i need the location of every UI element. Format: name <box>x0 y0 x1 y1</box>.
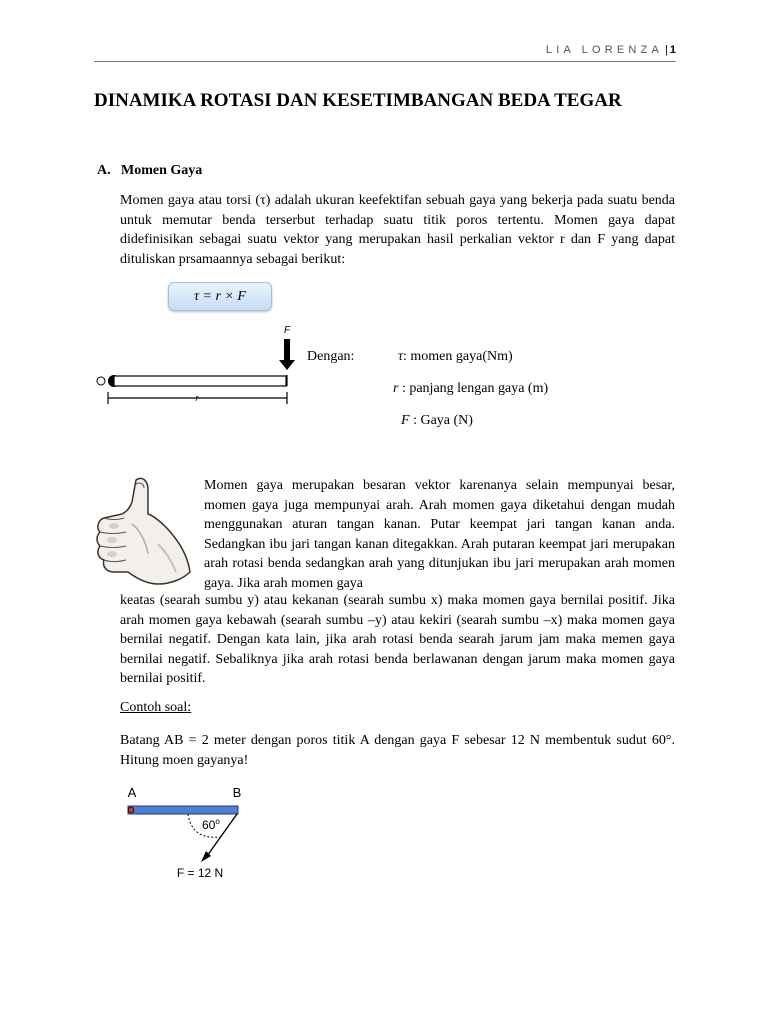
example-heading-text: Contoh soal <box>120 700 188 715</box>
example-bar-diagram <box>120 782 260 882</box>
rod <box>114 376 286 386</box>
definitions-intro: Dengan: <box>307 349 355 364</box>
definition-r <box>393 381 548 397</box>
example-heading-colon: : <box>187 700 192 715</box>
definition-f <box>401 413 473 429</box>
bar-ab <box>128 806 238 814</box>
paragraph-intro: Momen gaya atau torsi (τ) adalah ukuran keefektifan sebuah gaya yang bekerja pada suatu benda untuk memutar benda terserbut terhadap suatu titik poros tertentu. Momen gaya dapat didefinisikan sebagai suatu vektor yang merupakan hasil perkalian vektor r dan F yang dapat dituliskan prsamaannya sebagai berikut: <box>120 193 675 267</box>
degree-sign: o <box>215 817 220 826</box>
example-heading <box>120 700 191 716</box>
paragraph-right-hand-rule: Momen gaya merupakan besaran vektor karenanya selain mempunyai besar, momen gaya juga mempunyai arah. Arah momen gaya diketahui dengan mudah menggunakan aturan tangan kanan. Putar keempat jari tangan kanan anda. Sedangkan ibu jari tangan kanan ditegakkan. Arah putaran keempat jari merupakan arah rotasi benda sedangkan arah yang ditunjukan ibu jari merupakan arah momen gaya. Jika arah momen gaya <box>204 478 675 591</box>
example-problem: Batang AB = 2 meter dengan poros titik A dengan gaya F sebesar 12 N membentuk sudut 60°. Hitung moen gayanya! <box>120 733 675 768</box>
pivot-a <box>128 807 134 813</box>
header-separator: | <box>665 44 668 56</box>
angle-label <box>202 817 220 832</box>
force-arrow-head <box>279 360 295 370</box>
header-rule <box>94 61 676 62</box>
angle-value: 60 <box>202 818 216 832</box>
definition-r-text: : panjang lengan gaya (m) <box>398 381 549 396</box>
symbol-r: r <box>393 381 399 396</box>
point-b-label: B <box>232 785 242 800</box>
torque-rod-diagram <box>92 320 297 410</box>
formula-box: τ = r × F <box>168 282 272 311</box>
arm-label: r <box>195 393 199 403</box>
author-name: LIA LORENZA <box>545 44 664 56</box>
force-arrow-shaft <box>284 339 290 361</box>
paragraph-sign-convention: keatas (searah sumbu y) atau kekanan (searah sumbu x) maka momen gaya bernilai positif. Jika arah momen gaya kebawah (searah sumbu –y) atau kekiri (searah sumbu –x) maka momen gaya bernilai negatif. Dengan kata lain, jika arah rotasi benda searah jarum jam maka memen gaya bernilai negatif. Sebaliknya jika arah rotasi benda berlawanan dengan jarum maka momen gaya bernilai positif. <box>120 593 675 687</box>
section-title: Momen Gaya <box>121 163 203 178</box>
definition-f-text: : Gaya (N) <box>409 413 473 428</box>
pivot-point <box>97 377 105 385</box>
definition-tau <box>398 349 513 365</box>
symbol-tau: τ <box>398 349 404 364</box>
point-a-label: A <box>127 785 137 800</box>
page-header <box>546 44 676 56</box>
right-hand-rule-thumb-illustration <box>92 474 192 590</box>
symbol-f: F <box>401 413 410 428</box>
page-title: DINAMIKA ROTASI DAN KESETIMBANGAN BEDA TEGAR <box>94 90 622 111</box>
page-number: 1 <box>669 44 676 56</box>
section-heading <box>97 163 202 179</box>
section-label: A. <box>97 163 111 178</box>
force-label: F <box>283 325 291 336</box>
force-magnitude-label: F = 12 N <box>176 866 224 880</box>
definition-tau-text: : momen gaya(Nm) <box>403 349 513 364</box>
